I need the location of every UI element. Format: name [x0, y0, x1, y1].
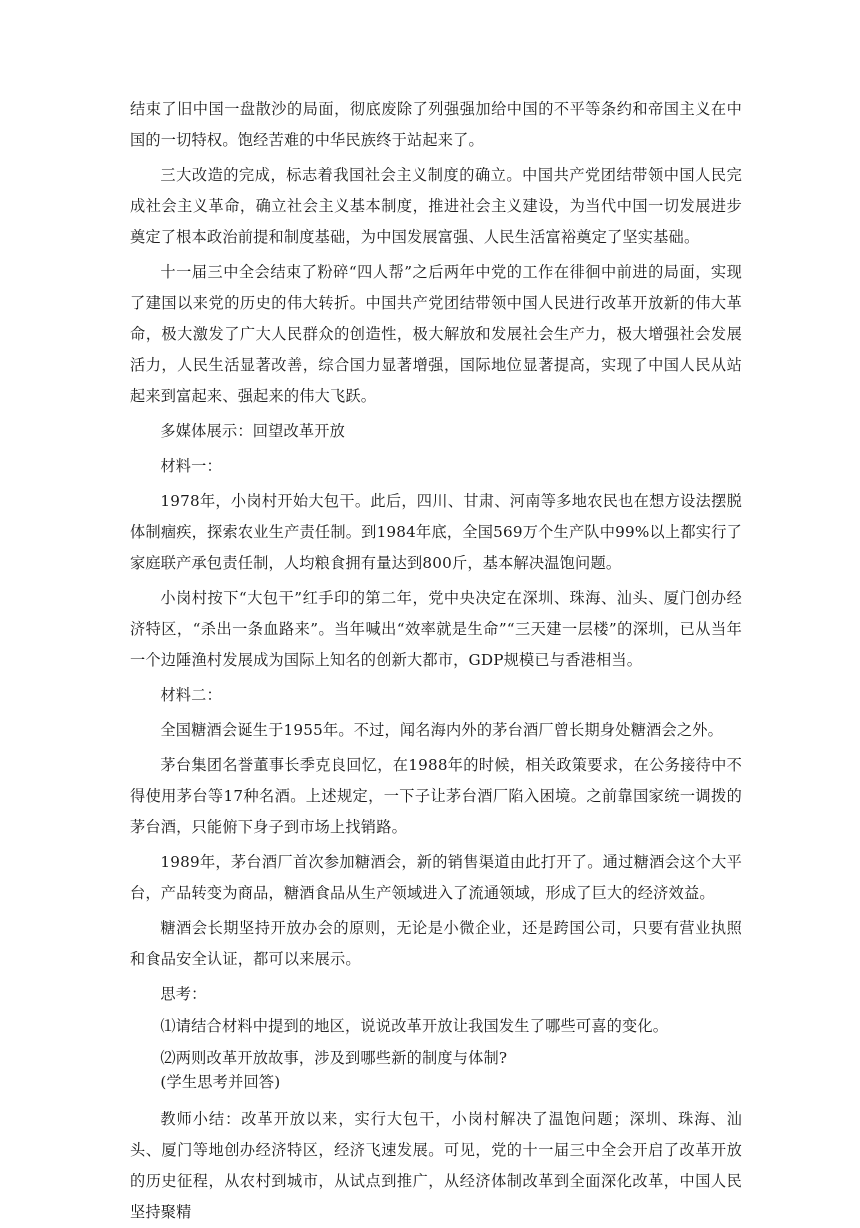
material-two-label: 材料二：: [160, 686, 222, 704]
think-label: 思考：: [160, 985, 207, 1003]
paragraph-teacher-summary: 教师小结：改革开放以来，实行大包干，小岗村解决了温饱问题；深圳、珠海、汕头、厦门等地创办经济特区，经济飞速发展。可见，党的十一届三中全会开启了改革开放的历史征程，从农村到城市，从试点到推广，从经济体制改革到全面深化改革，中国人民坚持聚精: [130, 1110, 742, 1221]
paragraph-special-zones: 小岗村按下“大包干”红手印的第二年，党中央决定在深圳、珠海、汕头、厦门创办经济特区，“杀出一条血路来”。当年喊出“效率就是生命”“三天建一层楼”的深圳，已从当年一个边陲渔村发展成为国际上知名的创新大都市，GDP规模已与香港相当。: [130, 589, 742, 669]
paragraph-moutai-recall: 茅台集团名誉董事长季克良回忆，在1988年的时候，相关政策要求，在公务接待中不得使用茅台等17种名酒。上述规定，一下子让茅台酒厂陷入困境。之前靠国家统一调拨的茅台酒，只能俯下身子到市场上找销路。: [130, 756, 742, 836]
question-two: ⑵两则改革开放故事，涉及到哪些新的制度与体制?: [160, 1049, 508, 1067]
paragraph-intro-continuation: 结束了旧中国一盘散沙的局面，彻底废除了列强强加给中国的不平等条约和帝国主义在中国的一切特权。饱经苦难的中华民族终于站起来了。: [130, 100, 742, 149]
student-answer-note: (学生思考并回答): [160, 1073, 281, 1091]
question-one: ⑴请结合材料中提到的地区，说说改革开放让我国发生了哪些可喜的变化。: [160, 1017, 669, 1035]
material-one-label: 材料一：: [160, 457, 222, 475]
multimedia-heading: 多媒体展示：回望改革开放: [160, 422, 346, 440]
paragraph-moutai-1989: 1989年，茅台酒厂首次参加糖酒会，新的销售渠道由此打开了。通过糖酒会这个大平台，产品转变为商品，糖酒食品从生产领域进入了流通领域，形成了巨大的经济效益。: [130, 853, 742, 902]
paragraph-sugar-wine-fair: 全国糖酒会诞生于1955年。不过，闻名海内外的茅台酒厂曾长期身处糖酒会之外。: [160, 721, 724, 739]
paragraph-xiaogang: 1978年，小岗村开始大包干。此后，四川、甘肃、河南等多地农民也在想方设法摆脱体制痼疾，探索农业生产责任制。到1984年底，全国569万个生产队中99%以上都实行了家庭联产承包责任制，人均粮食拥有量达到800斤，基本解决温饱问题。: [130, 492, 742, 572]
paragraph-open-fair: 糖酒会长期坚持开放办会的原则，无论是小微企业，还是跨国公司，只要有营业执照和食品安全认证，都可以来展示。: [130, 919, 742, 968]
paragraph-socialist-transformation: 三大改造的完成，标志着我国社会主义制度的确立。中国共产党团结带领中国人民完成社会主义革命，确立社会主义基本制度，推进社会主义建设，为当代中国一切发展进步奠定了根本政治前提和制度基础，为中国发展富强、人民生活富裕奠定了坚实基础。: [130, 166, 742, 246]
paragraph-third-plenum: 十一届三中全会结束了粉碎“四人帮”之后两年中党的工作在徘徊中前进的局面，实现了建国以来党的历史的伟大转折。中国共产党团结带领中国人民进行改革开放新的伟大革命，极大激发了广大人民群众的创造性，极大解放和发展社会生产力，极大增强社会发展活力，人民生活显著改善，综合国力显著增强，国际地位显著提高，实现了中国人民从站起来到富起来、强起来的伟大飞跃。: [130, 263, 742, 405]
